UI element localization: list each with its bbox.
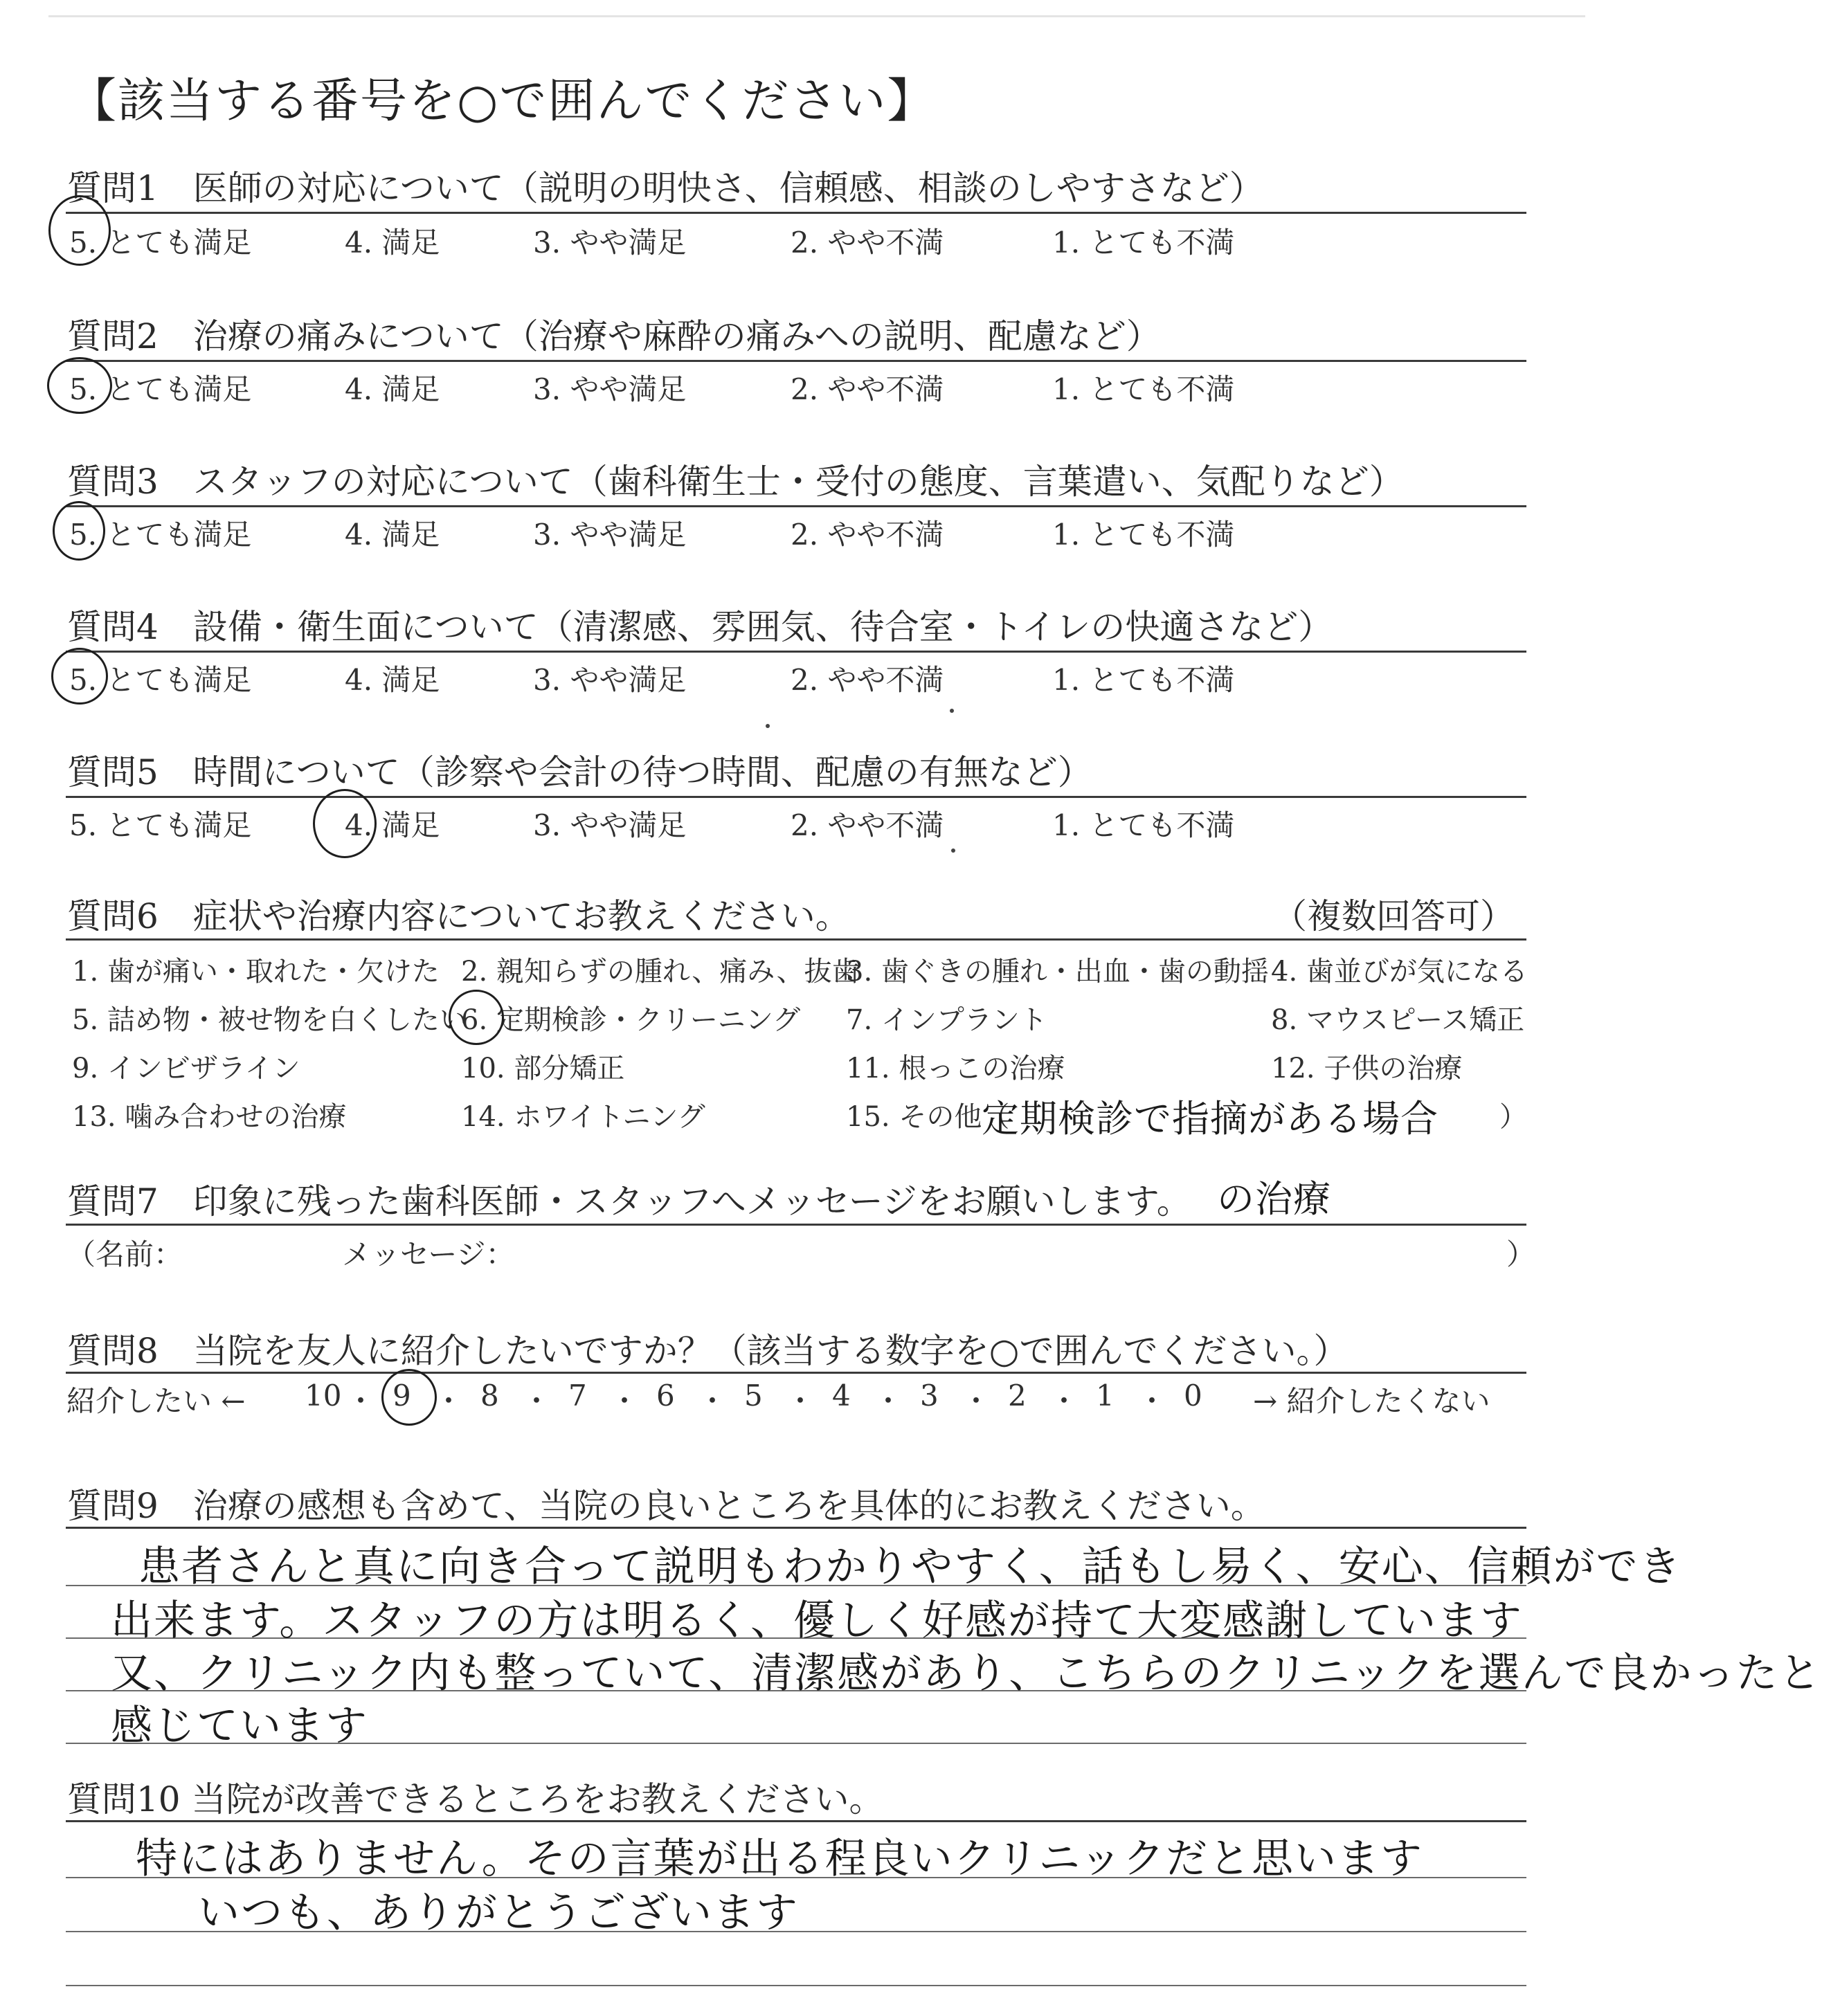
question-2-title: 質問2 治療の痛みについて（治療や麻酔の痛みへの説明、配慮など） xyxy=(67,316,1161,356)
q6-other-handwritten: 定期検診で指摘がある場合 xyxy=(982,1097,1438,1141)
q8-scale-separator: ・ xyxy=(962,1384,991,1418)
q8-scale-separator: ・ xyxy=(434,1384,464,1418)
q6-item-10[interactable]: 10. 部分矯正 xyxy=(461,1053,625,1084)
q7-message-label: メッセージ： xyxy=(342,1237,515,1271)
page-top-edge xyxy=(48,15,1585,17)
question-4-rule xyxy=(66,651,1526,653)
q10-answer-line-1: 特にはありません。その言葉が出る程良いクリニックだと思います xyxy=(136,1835,1423,1883)
q6-item-12[interactable]: 12. 子供の治療 xyxy=(1271,1053,1463,1084)
q3-option-5[interactable]: 5. とても満足 xyxy=(69,518,252,552)
question-6-rule xyxy=(66,938,1526,941)
q4-selection-circle xyxy=(51,648,108,705)
q4-option-4[interactable]: 4. 満足 xyxy=(345,663,440,697)
question-1-title: 質問1 医師の対応について（説明の明快さ、信頼感、相談のしやすさなど） xyxy=(67,168,1264,208)
question-5-rule xyxy=(66,796,1526,798)
q5-option-3[interactable]: 3. やや満足 xyxy=(533,808,687,842)
q6-item-9[interactable]: 9. インビザライン xyxy=(72,1053,300,1084)
q6-item-8[interactable]: 8. マウスピース矯正 xyxy=(1271,1004,1525,1036)
q6-item-14[interactable]: 14. ホワイトニング xyxy=(461,1101,705,1133)
question-9-title: 質問9 治療の感想も含めて、当院の良いところを具体的にお教えください。 xyxy=(67,1486,1265,1526)
question-6-title: 質問6 症状や治療内容についてお教えください。 xyxy=(67,896,850,936)
question-10-title: 質問10 当院が改善できるところをお教えください。 xyxy=(67,1779,884,1819)
q8-scale-0[interactable]: 0 xyxy=(1184,1379,1202,1413)
scan-speck xyxy=(951,848,955,853)
scan-speck xyxy=(950,709,954,713)
q3-option-2[interactable]: 2. やや不満 xyxy=(791,518,944,552)
q1-option-5[interactable]: 5. とても満足 xyxy=(69,226,252,260)
q5-selection-circle xyxy=(313,789,377,858)
q8-scale-separator: ・ xyxy=(1137,1384,1167,1418)
question-7-title: 質問7 印象に残った歯科医師・スタッフへメッセージをお願いします。 xyxy=(67,1181,1191,1222)
question-6-note: （複数回答可） xyxy=(1272,896,1515,936)
q8-scale-1[interactable]: 1 xyxy=(1096,1379,1115,1413)
q7-name-label: （名前： xyxy=(66,1237,183,1271)
q3-option-4[interactable]: 4. 満足 xyxy=(345,518,440,552)
q6-item-15-close: ） xyxy=(1499,1101,1527,1133)
q8-scale-7[interactable]: 7 xyxy=(568,1379,587,1413)
q2-option-1[interactable]: 1. とても不満 xyxy=(1052,372,1235,406)
q9-answer-line-4: 感じています xyxy=(111,1702,368,1750)
q8-scale-separator: ・ xyxy=(786,1384,815,1418)
q6-item-5[interactable]: 5. 詰め物・被せ物を白くしたい xyxy=(72,1004,467,1036)
q5-option-5[interactable]: 5. とても満足 xyxy=(69,808,252,842)
q1-option-1[interactable]: 1. とても不満 xyxy=(1052,226,1235,260)
q8-scale-6[interactable]: 6 xyxy=(656,1379,675,1413)
q2-option-4[interactable]: 4. 満足 xyxy=(345,372,440,406)
q3-option-3[interactable]: 3. やや満足 xyxy=(533,518,687,552)
question-5-title: 質問5 時間について（診察や会計の待つ時間、配慮の有無など） xyxy=(67,752,1092,792)
q8-right-label: → 紹介したくない xyxy=(1253,1384,1490,1418)
q2-option-2[interactable]: 2. やや不満 xyxy=(791,372,944,406)
q6-item-2[interactable]: 2. 親知らずの腫れ、痛み、抜歯 xyxy=(461,956,860,988)
q6-item-3[interactable]: 3. 歯ぐきの腫れ・出血・歯の動揺 xyxy=(846,956,1269,988)
q6-item-15[interactable]: 15. その他（ xyxy=(846,1101,1010,1133)
question-3-title: 質問3 スタッフの対応について（歯科衛生士・受付の態度、言葉遣い、気配りなど） xyxy=(67,462,1404,502)
page-header: 【該当する番号を○で囲んでください】 xyxy=(69,74,936,129)
q4-option-3[interactable]: 3. やや満足 xyxy=(533,663,687,697)
q2-option-5[interactable]: 5. とても満足 xyxy=(69,372,252,406)
q8-selection-circle xyxy=(381,1369,437,1426)
question-8-rule xyxy=(66,1372,1526,1374)
q6-item-1[interactable]: 1. 歯が痛い・取れた・欠けた xyxy=(72,956,440,988)
scan-speck xyxy=(766,724,770,728)
q5-option-2[interactable]: 2. やや不満 xyxy=(791,808,944,842)
q6-item-7[interactable]: 7. インプラント xyxy=(846,1004,1047,1036)
q10-answer-line-2: いつも、ありがとうございます xyxy=(198,1889,799,1937)
q8-scale-separator: ・ xyxy=(1049,1384,1079,1418)
q4-option-2[interactable]: 2. やや不満 xyxy=(791,663,944,697)
q10-writing-line xyxy=(66,1985,1526,1986)
q8-left-label: 紹介したい ← xyxy=(66,1384,246,1418)
q9-answer-line-1: 患者さんと真に向き合って説明もわかりやすく、話もし易く、安心、信頼ができ xyxy=(138,1543,1682,1591)
q7-close-paren: ） xyxy=(1506,1237,1536,1271)
question-7-rule xyxy=(66,1224,1526,1226)
q8-scale-9[interactable]: 9 xyxy=(393,1379,411,1413)
q8-scale-2[interactable]: 2 xyxy=(1008,1379,1027,1413)
q8-scale-separator: ・ xyxy=(346,1384,376,1418)
q8-scale-separator: ・ xyxy=(522,1384,552,1418)
q8-scale-4[interactable]: 4 xyxy=(832,1379,851,1413)
q6-other-handwritten-cont: の治療 xyxy=(1217,1177,1331,1221)
q2-selection-circle xyxy=(47,357,112,414)
q4-option-1[interactable]: 1. とても不満 xyxy=(1052,663,1235,697)
q8-scale-5[interactable]: 5 xyxy=(744,1379,763,1413)
q8-scale-3[interactable]: 3 xyxy=(920,1379,939,1413)
q5-option-4[interactable]: 4. 満足 xyxy=(345,808,440,842)
q6-selection-circle xyxy=(449,990,504,1045)
question-4-title: 質問4 設備・衛生面について（清潔感、雰囲気、待合室・トイレの快適さなど） xyxy=(67,607,1333,647)
q9-answer-line-3: 又、クリニック内も整っていて、清潔感があり、こちらのクリニックを選んで良かったと xyxy=(111,1649,1822,1698)
q8-scale-separator: ・ xyxy=(698,1384,728,1418)
q8-scale-10[interactable]: 10 xyxy=(305,1379,342,1413)
q8-scale-8[interactable]: 8 xyxy=(480,1379,499,1413)
q9-answer-line-2: 出来ます。スタッフの方は明るく、優しく好感が持て大変感謝しています xyxy=(111,1597,1523,1645)
question-8-title: 質問8 当院を友人に紹介したいですか？（該当する数字を○で囲んでください。） xyxy=(67,1331,1349,1371)
question-10-rule xyxy=(66,1820,1526,1822)
q3-option-1[interactable]: 1. とても不満 xyxy=(1052,518,1235,552)
q5-option-1[interactable]: 1. とても不満 xyxy=(1052,808,1235,842)
question-3-rule xyxy=(66,505,1526,507)
q1-option-2[interactable]: 2. やや不満 xyxy=(791,226,944,260)
q8-scale-separator: ・ xyxy=(874,1384,903,1418)
q3-selection-circle xyxy=(53,501,105,561)
q4-option-5[interactable]: 5. とても満足 xyxy=(69,663,252,697)
q6-item-4[interactable]: 4. 歯並びが気になる xyxy=(1271,956,1528,988)
question-9-rule xyxy=(66,1527,1526,1529)
question-1-rule xyxy=(66,212,1526,214)
question-2-rule xyxy=(66,360,1526,362)
q1-option-3[interactable]: 3. やや満足 xyxy=(533,226,687,260)
q1-selection-circle xyxy=(48,195,111,266)
q6-item-6[interactable]: 6. 定期検診・クリーニング xyxy=(461,1004,801,1036)
q8-scale-separator: ・ xyxy=(610,1384,640,1418)
q6-item-13[interactable]: 13. 噛み合わせの治療 xyxy=(72,1101,347,1133)
q1-option-4[interactable]: 4. 満足 xyxy=(345,226,440,260)
q6-item-11[interactable]: 11. 根っこの治療 xyxy=(846,1053,1065,1084)
q2-option-3[interactable]: 3. やや満足 xyxy=(533,372,687,406)
